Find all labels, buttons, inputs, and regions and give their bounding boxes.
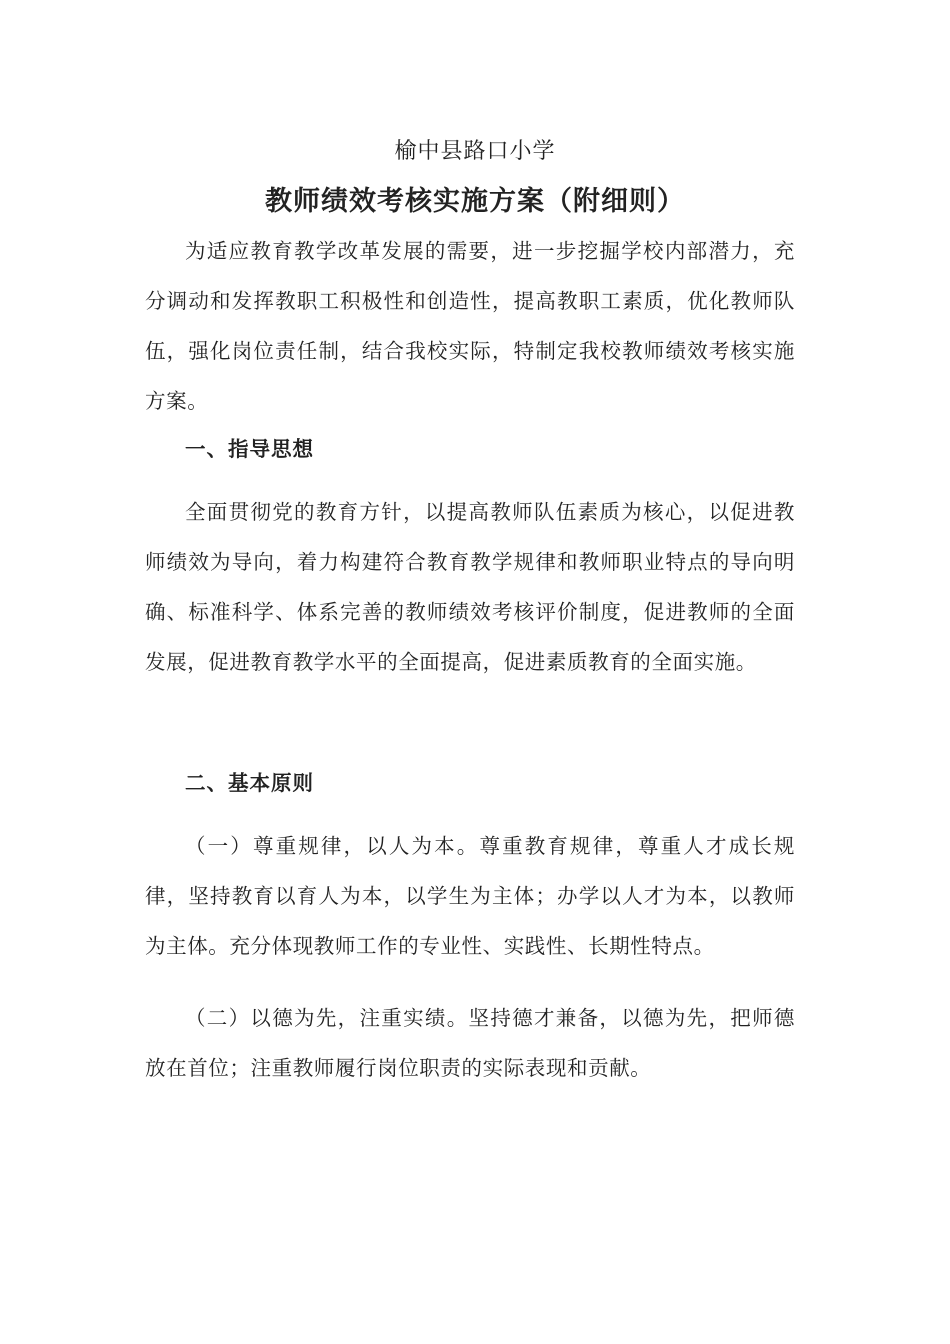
guiding-ideology-paragraph: 全面贯彻党的教育方针，以提高教师队伍素质为核心，以促进教师绩效为导向，着力构建符合教育教学规律和教师职业特点的导向明确、标准科学、体系完善的教师绩效考核评价制度，促进教师的全面发展，促进教育教学水平的全面提高，促进素质教育的全面实施。 <box>145 500 795 674</box>
principle-2-paragraph: （二）以德为先，注重实绩。坚持德才兼备，以德为先，把师德放在首位；注重教师履行岗位职责的实际表现和贡献。 <box>145 1006 795 1080</box>
document-title: 教师绩效考核实施方案（附细则） <box>265 186 685 217</box>
section-heading-basic-principles: 二、基本原则 <box>185 771 314 795</box>
intro-paragraph: 为适应教育教学改革发展的需要，进一步挖掘学校内部潜力，充分调动和发挥教职工积极性和创造性，提高教职工素质，优化教师队伍，强化岗位责任制，结合我校实际，特制定我校教师绩效考核实施方案。 <box>145 239 795 413</box>
section-heading-guiding-ideology: 一、指导思想 <box>185 437 314 461</box>
school-name: 榆中县路口小学 <box>394 139 556 164</box>
principle-1-paragraph: （一）尊重规律，以人为本。尊重教育规律，尊重人才成长规律，坚持教育以育人为本，以学生为主体；办学以人才为本，以教师为主体。充分体现教师工作的专业性、实践性、长期性特点。 <box>145 834 795 958</box>
